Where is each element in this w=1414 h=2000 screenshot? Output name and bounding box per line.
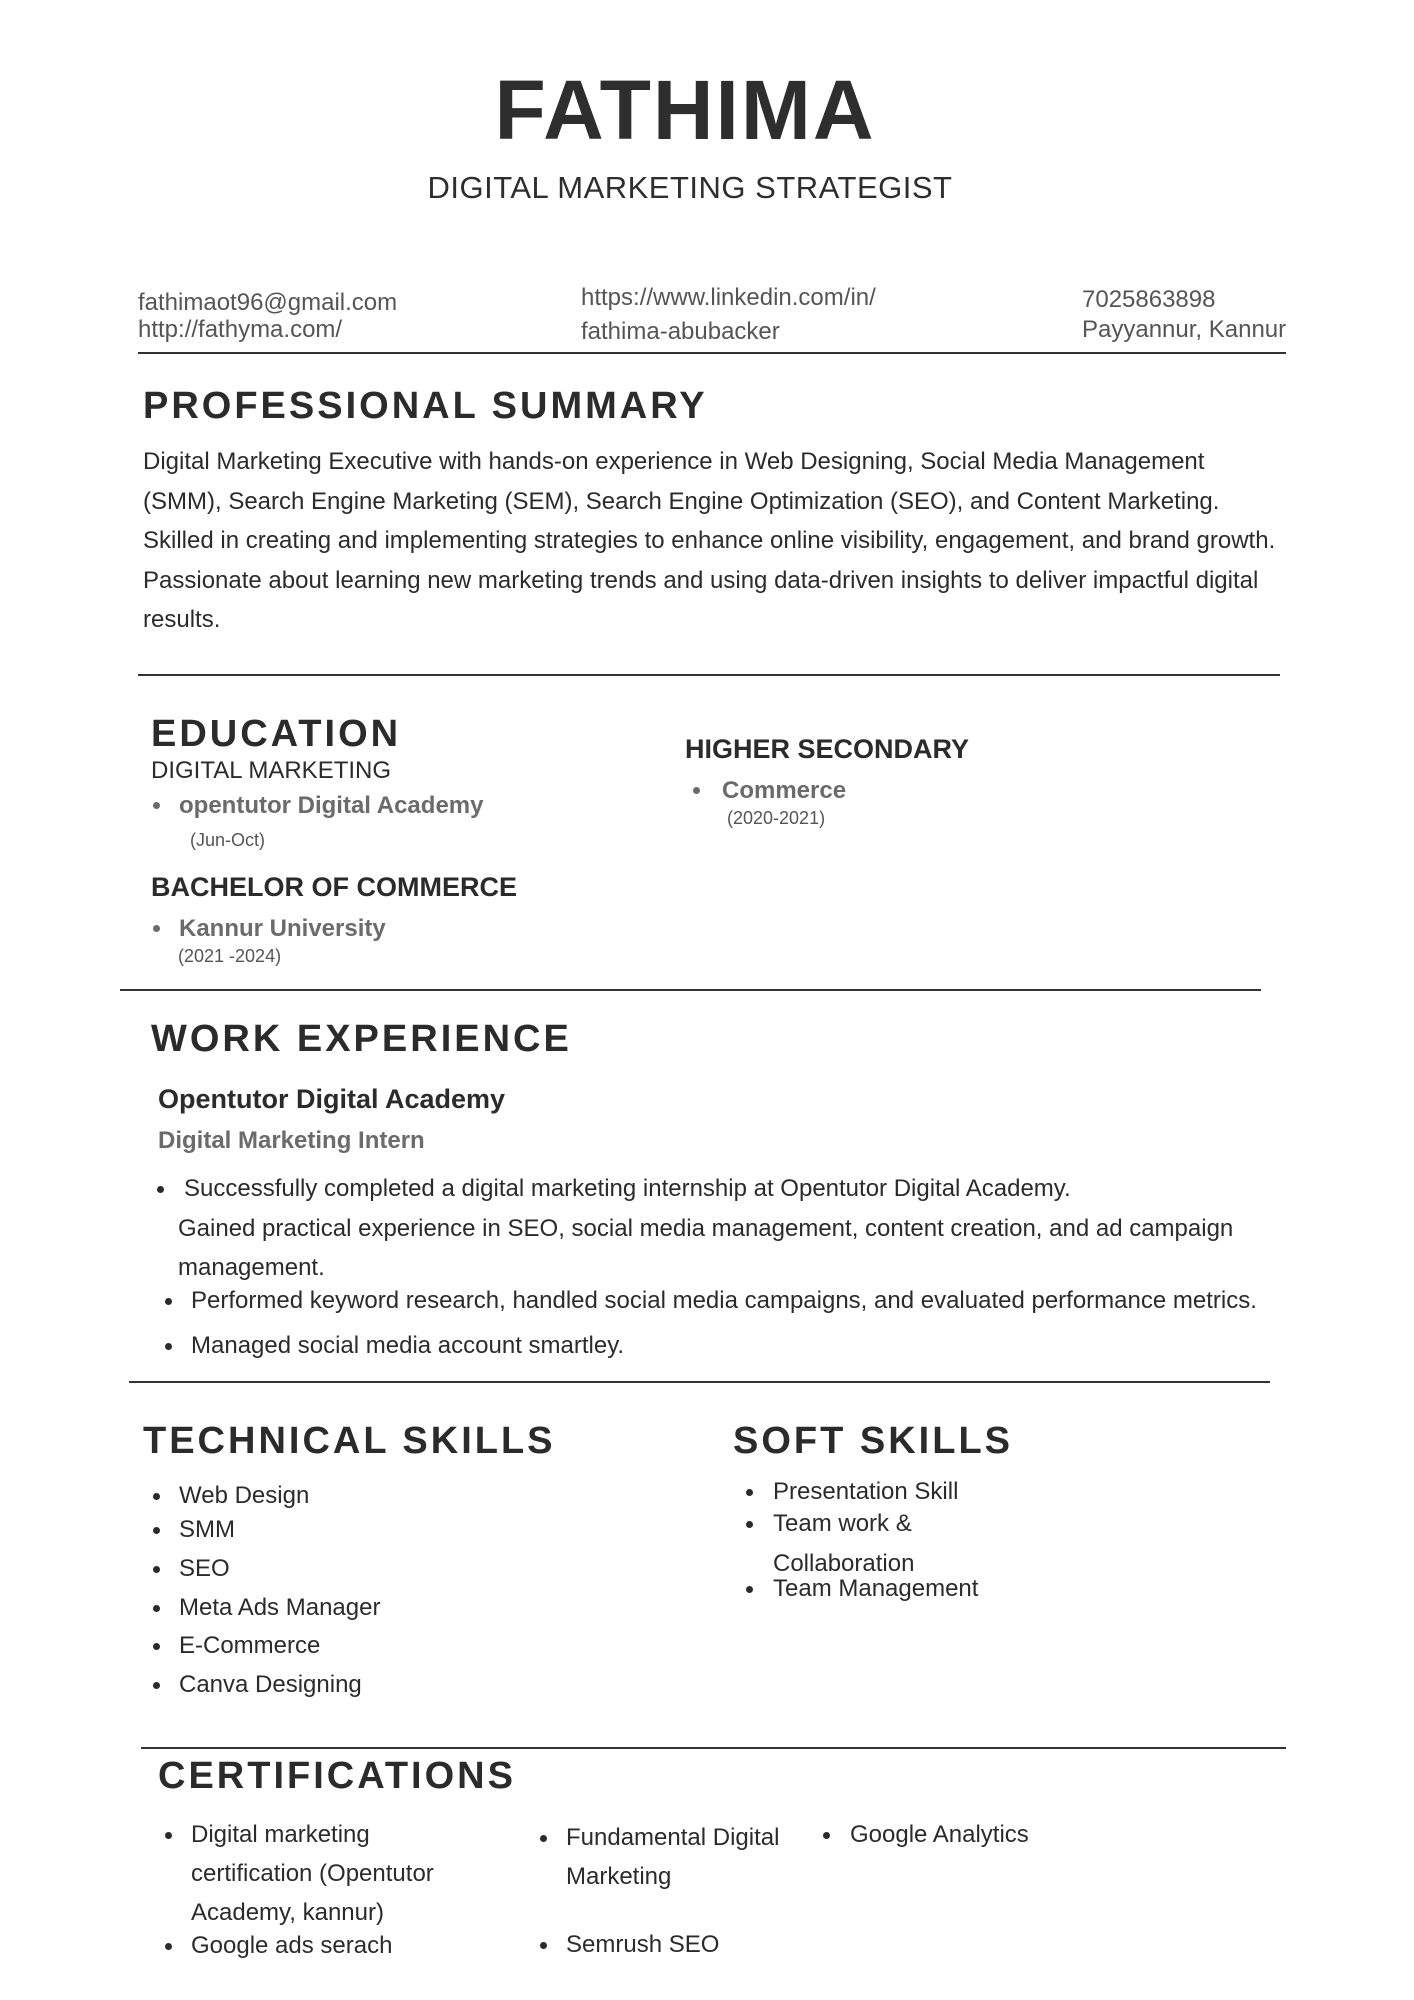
soft-skill-item: Team work & bbox=[773, 1510, 912, 1537]
education-bachelor-period: (2021 -2024) bbox=[178, 946, 282, 966]
candidate-name: FATHIMA bbox=[494, 63, 876, 157]
technical-skills-heading: TECHNICAL SKILLS bbox=[143, 1420, 556, 1462]
certification-item: Semrush SEO bbox=[566, 1931, 720, 1958]
technical-skill-item: SEO bbox=[179, 1555, 230, 1582]
education-bachelor-institution: Kannur University bbox=[179, 915, 386, 942]
summary-line: (SMM), Search Engine Marketing (SEM), Search Engine Optimization (SEO), and Content Marketing. bbox=[143, 487, 1220, 515]
soft-skill-item: Presentation Skill bbox=[773, 1478, 959, 1505]
bullet-icon bbox=[746, 1586, 753, 1593]
summary-line: Passionate about learning new marketing trends and using data-driven insights to deliver impactful digital bbox=[143, 566, 1259, 594]
bullet-icon bbox=[165, 1298, 172, 1305]
bullet-icon bbox=[153, 1643, 160, 1650]
work-bullet-1-line-1: Successfully completed a digital marketing internship at Opentutor Digital Academy. bbox=[184, 1175, 1071, 1202]
bullet-icon bbox=[153, 1682, 160, 1689]
summary-line: Skilled in creating and implementing strategies to enhance online visibility, engagement, and brand growth. bbox=[143, 527, 1276, 554]
bullet-icon bbox=[165, 1943, 172, 1950]
bullet-icon bbox=[165, 1832, 172, 1839]
bullet-icon bbox=[153, 1493, 160, 1500]
contact-website[interactable]: http://fathyma.com/ bbox=[138, 316, 343, 343]
bullet-icon bbox=[746, 1521, 753, 1528]
certification-item: Fundamental Digital bbox=[566, 1824, 780, 1851]
bullet-icon bbox=[540, 1835, 547, 1842]
education-digital-period: (Jun-Oct) bbox=[190, 830, 266, 850]
bullet-icon bbox=[746, 1489, 753, 1496]
bullet-icon bbox=[823, 1832, 830, 1839]
contact-phone: 7025863898 bbox=[1082, 286, 1216, 313]
soft-skills-heading: SOFT SKILLS bbox=[733, 1420, 1013, 1462]
bullet-icon bbox=[540, 1942, 547, 1949]
soft-skill-item-continued: Collaboration bbox=[773, 1550, 915, 1577]
work-company: Opentutor Digital Academy bbox=[158, 1084, 506, 1114]
technical-skill-item: Canva Designing bbox=[179, 1671, 362, 1698]
soft-skill-item: Team Management bbox=[773, 1575, 979, 1602]
education-digital-title: DIGITAL MARKETING bbox=[151, 757, 392, 784]
summary-line: results. bbox=[143, 606, 221, 633]
certification-item: Digital marketing bbox=[191, 1821, 370, 1848]
technical-skill-item: SMM bbox=[179, 1516, 235, 1543]
technical-skill-item: Meta Ads Manager bbox=[179, 1594, 381, 1621]
job-title: DIGITAL MARKETING STRATEGIST bbox=[427, 170, 953, 205]
contact-linkedin-line2[interactable]: fathima-abubacker bbox=[581, 318, 780, 345]
bullet-icon bbox=[693, 787, 700, 794]
certification-item-continued: certification (Opentutor bbox=[191, 1860, 434, 1887]
certification-item: Google Analytics bbox=[850, 1821, 1029, 1848]
work-bullet-3: Managed social media account smartley. bbox=[191, 1332, 625, 1359]
divider bbox=[120, 989, 1261, 991]
education-bachelor-title: BACHELOR OF COMMERCE bbox=[151, 872, 517, 902]
education-hs-title: HIGHER SECONDARY bbox=[685, 734, 970, 764]
bullet-icon bbox=[153, 1566, 160, 1573]
technical-skill-item: Web Design bbox=[179, 1482, 310, 1509]
education-digital-institution: opentutor Digital Academy bbox=[179, 792, 484, 819]
contact-linkedin-line1[interactable]: https://www.linkedin.com/in/ bbox=[581, 284, 876, 311]
divider bbox=[138, 674, 1280, 676]
divider bbox=[141, 1747, 1286, 1749]
education-heading: EDUCATION bbox=[151, 713, 402, 755]
bullet-icon bbox=[157, 1186, 164, 1193]
bullet-icon bbox=[153, 925, 160, 932]
work-bullet-1-line-2: Gained practical experience in SEO, social media management, content creation, and ad campaign bbox=[178, 1215, 1234, 1242]
education-hs-stream: Commerce bbox=[722, 777, 847, 804]
work-role: Digital Marketing Intern bbox=[158, 1127, 425, 1154]
divider bbox=[129, 1381, 1270, 1383]
work-bullet-2: Performed keyword research, handled social media campaigns, and evaluated performance metrics. bbox=[191, 1287, 1257, 1314]
contact-email[interactable]: fathimaot96@gmail.com bbox=[138, 289, 398, 316]
summary-line: Digital Marketing Executive with hands-on experience in Web Designing, Social Media Management bbox=[143, 448, 1205, 475]
divider bbox=[138, 352, 1286, 354]
certification-item-continued: Academy, kannur) bbox=[191, 1899, 384, 1926]
technical-skill-item: E-Commerce bbox=[179, 1632, 321, 1659]
bullet-icon bbox=[153, 1605, 160, 1612]
certification-item: Google ads serach bbox=[191, 1932, 393, 1959]
contact-location: Payyannur, Kannur bbox=[1082, 316, 1287, 343]
work-heading: WORK EXPERIENCE bbox=[151, 1018, 572, 1060]
summary-heading: PROFESSIONAL SUMMARY bbox=[143, 385, 708, 427]
education-hs-period: (2020-2021) bbox=[727, 808, 826, 828]
work-bullet-1-line-3: management. bbox=[178, 1254, 325, 1281]
bullet-icon bbox=[165, 1343, 172, 1350]
certification-item-continued: Marketing bbox=[566, 1863, 672, 1890]
certifications-heading: CERTIFICATIONS bbox=[158, 1755, 516, 1797]
summary-text bbox=[143, 442, 1303, 640]
bullet-icon bbox=[153, 802, 160, 809]
bullet-icon bbox=[153, 1527, 160, 1534]
